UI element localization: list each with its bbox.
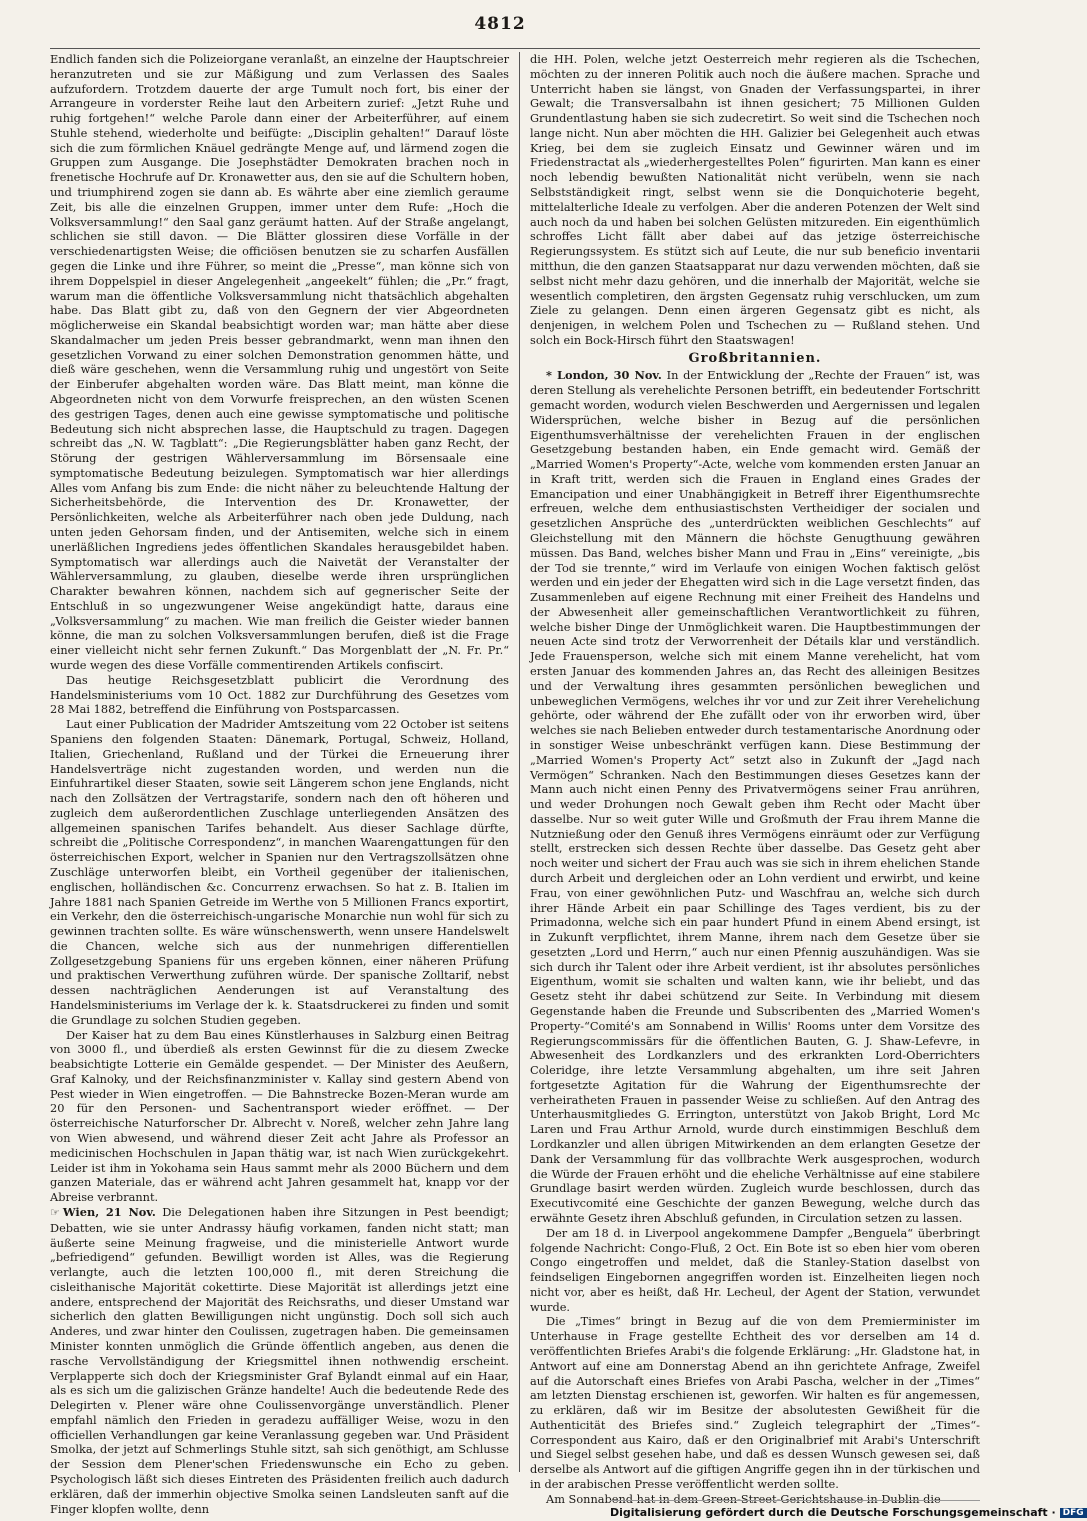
- vienna-dispatch-text: Die Delegationen haben ihre Sitzungen in Pest beendigt; Debatten, wie sie unter Andrassy häufig vorkamen, fanden nicht statt; man äußerte seine Meinung fragweise, und die ministerielle Antwort wurde „befriedigend“ gefunden. Bewilligt worden ist Alles, was die Regierung verlangte, auch die letzten 100,000 fl., mit deren Streichung die cisleithanische Majorität cokettirte. Diese Majorität ist allerdings jetzt eine andere, entsprechend der Majorität des Reichsraths, und dieser Umstand war sicherlich den glatten Bewilligungen nicht ungünstig. Doch soll sich auch Anderes, und zwar hinter den Coulissen, zugetragen haben. Die gemeinsamen Minister konnten unmöglich die Gründe öffentlich angeben, aus denen die rasche Vervollständigung der Kriegsmittel ihnen nothwendig erscheint. Verplapperte sich doch der Kriegsminister Graf Bylandt einmal auf ein Haar, als es sich um die galizischen Gränze handelte! Auch die bedeutende Rede des Delegirten v. Plener wäre ohne Coulissenvorgänge unverständlich. Plener empfahl nämlich den Frieden in geradezu auffälliger Weise, wozu in den officiellen Verhandlungen gar keine Veranlassung gegeben war. Und Präsident Smolka, der jetzt auf Schmerlings Stuhle sitzt, sah sich genöthigt, am Schlusse der Session dem Plener'schen Friedenswunsche ein Echo zu geben. Psychologisch läßt sich dieses Eintreten des Präsidenten freilich auch dadurch erklären, daß der immerhin objective Smolka seinen Landsleuten sanft auf die Finger klopfen wollte, denn: [50, 1204, 509, 1516]
- footer-rule: [610, 1500, 980, 1501]
- digitization-credit-text: Digitalisierung gefördert durch die Deutsche Forschungsgemeinschaft ·: [610, 1506, 1056, 1519]
- left-paragraph: Das heutige Reichsgesetzblatt publicirt die Verordnung des Handelsministeriums vom 10 Oct. 1882 zur Durchführung des Gesetzes vom 28 Mai 1882, betreffend die Einführung von Postsparcassen.: [50, 672, 509, 717]
- vienna-dispatch: [50, 1205, 509, 1516]
- right-paragraph: die HH. Polen, welche jetzt Oesterreich mehr regieren als die Tschechen, möchten zu der inneren Politik auch noch die äußere machen. Sprache und Unterricht haben sie längst, von Gnaden der Verfassungspartei, in ihrer Gewalt; die Transversalbahn ist ihnen gesichert; 75 Millionen Gulden Grundentlastung haben sie sich zudecretirt. So weit sind die Tschechen noch lange nicht. Nun aber möchten die HH. Galizier bei Gelegenheit auch etwas Krieg, bei dem sie zugleich Einsatz und Gewinner wären und im Friedenstractat als „wiederhergestelltes Polen“ figurirten. Man kann es einer noch lebendig bewußten Nationalität nicht verübeln, wenn sie nach Selbstständigkeit ringt, selbst wenn sie die Donquichoterie begeht, mittelalterliche Ideale zu verfolgen. Aber die anderen Potenzen der Welt sind auch noch da und haben bei solchen Gelüsten mitzureden. Ein eigenthümlich schroffes Licht fällt aber dabei auf das jetzige österreichische Regierungssystem. Es stützt sich auf Leute, die nur sub beneficio inventarii mitthun, die den ganzen Staatsapparat nur dazu verwenden möchten, daß sie selbst nicht mehr dazu gehören, und die innerhalb der Majorität, welche sie wesentlich completiren, den ärgsten Gegensatz ruhig verschlucken, um zum Ziele zu gelangen. Denn einen ärgeren Gegensatz gibt es nicht, als denjenigen, in welchem Polen und Tschechen zu — Rußland stehen. Und solch ein Bock-Hirsch führt den Staatswagen!: [530, 52, 980, 347]
- pointing-hand-icon: ☞: [50, 1205, 60, 1219]
- vienna-dateline: Wien, 21 Nov.: [62, 1204, 156, 1219]
- left-paragraph: Endlich fanden sich die Polizeiorgane veranlaßt, an einzelne der Hauptschreier heranzutreten und sie zur Mäßigung und zum Verlassen des Saales aufzufordern. Trotzdem dauerte der arge Tumult noch fort, bis einer der Arrangeure in vorderster Reihe laut den Arbeitern zurief: „Jetzt Ruhe und ruhig fortgehen!“ welche Parole dann einer der Arbeiterführer, auf einem Stuhle stehend, wiederholte und beifügte: „Disciplin gehalten!“ Darauf löste sich die zum förmlichen Knäuel gedrängte Menge auf, und lärmend zogen die Gruppen zum Ausgange. Die Josephstädter Demokraten brachen noch in frenetische Hochrufe auf Dr. Kronawetter aus, den sie auf die Schultern hoben, und triumphirend zogen sie dann ab. Es währte aber eine ziemlich geraume Zeit, bis alle die einzelnen Gruppen, immer unter dem Rufe: „Hoch die Volksversammlung!“ den Saal ganz geräumt hatten. Auf der Straße angelangt, schlichen sie still davon. — Die Blätter glossiren diese Vorfälle in der verschiedenartigsten Weise; die officiösen benutzen sie zu scharfen Ausfällen gegen die Linke und ihre Führer, so meint die „Presse“, man könne sich von ihrem Doppelspiel in dieser Angelegenheit „angeekelt“ fühlen; die „Pr.“ fragt, warum man die öffentliche Volksversammlung nicht thatsächlich abgehalten habe. Das Blatt gibt zu, daß von den Gegnern der vier Abgeordneten möglicherweise ein Skandal beabsichtigt worden war; man hätte aber diese Skandalmacher um jeden Preis besser gebrandmarkt, wenn man ihnen den gesetzlichen Vorwand zu einer solchen Demonstration genommen hätte, und dieß wäre geschehen, wenn die Versammlung ruhig und ungestört von Seite der Einberufer abgehalten worden wäre. Das Blatt meint, man könne die Abgeordneten nicht von dem Vorwurfe freisprechen, an den wüsten Scenen des gestrigen Tages, denen auch eine gewisse symptomatische und politische Bedeutung sich nicht absprechen lasse, die Hauptschuld zu tragen. Dagegen schreibt das „N. W. Tagblatt“: „Die Regierungsblätter haben ganz Recht, der Störung der gestrigen Wählerversammlung im Börsensaale eine symptomatische Bedeutung beizulegen. Symptomatisch war hier allerdings Alles vom Anfang bis zum Ende: die nicht näher zu beleuchtende Haltung der Sicherheitsbehörde, die Intervention des Dr. Kronawetter, der Persönlichkeiten, welche als Arbeiterführer nach oben jede Duldung, nach unten jeden Gehorsam finden, und der Antisemiten, welche sich in einem unerläßlichen Ingrediens jedes öffentlichen Skandales herausgebildet haben. Symptomatisch war allerdings auch die Naivetät der Veranstalter der Wählerversammlung, zu glauben, dieselbe werde ihren ursprünglichen Charakter bewahren können, nachdem sich auf gegnerischer Seite der Entschluß in so ungezwungener Weise angekündigt hatte, daraus eine „Volksversammlung“ zu machen. Wie man freilich die Geister wieder bannen könne, die man zu solchen Volksversammlungen berufen, dieß ist die Frage einer vielleicht nicht sehr fernen Zukunft.“ Das Morgenblatt der „N. Fr. Pr.“ wurde wegen des diese Vorfälle commentirenden Artikels confiscirt.: [50, 52, 509, 673]
- london-dispatch-text: In der Entwicklung der „Rechte der Frauen“ ist, was deren Stellung als verehelichte Personen betrifft, ein bedeutender Fortschritt gemacht worden, wodurch vielen Beschwerden und Aergernissen und legalen Widersprüchen, welche bisher in Bezug auf die persönlichen Eigenthumsverhältnisse der verehelichten Frauen in der englischen Gesetzgebung bestanden haben, ein Ende gemacht wird. Gemäß der „Married Women's Property“-Acte, welche vom kommenden ersten Januar an in Kraft tritt, werden sich die Frauen in England eines Grades der Emancipation und einer Unabhängigkeit in Betreff ihrer Eigenthumsrechte erfreuen, welche dem enthusiastischsten Vertheidiger der socialen und gesetzlichen Ansprüche des „unterdrückten weiblichen Geschlechts“ auf Gleichstellung mit den Männern die höchste Genugthuung gewähren müssen. Das Band, welches bisher Mann und Frau in „Eins“ vereinigte, „bis der Tod sie trennte,“ wird im Verlaufe von einigen Wochen faktisch gelöst werden und ein jeder der Ehegatten wird sich in die Lage versetzt finden, das Zusammenleben auf eigene Rechnung mit einer Freiheit des Handelns und der Abwesenheit aller gemeinschaftlichen Verantwortlichkeit zu führen, welche bisher Dinge der Unmöglichkeit waren. Die Hauptbestimmungen der neuen Acte sind trotz der Verworrenheit der Détails klar und verständlich. Jede Frauensperson, welche sich mit einem Manne verehelicht, hat vom ersten Januar des kommenden Jahres an, das Recht des alleinigen Besitzes und der Verwaltung ihres gesammten persönlichen beweglichen und unbeweglichen Vermögens, welches ihr vor und zur Zeit ihrer Verehelichung gehörte, oder während der Ehe zufällt oder von ihr erworben wird, über welches sie nach Belieben entweder durch testamentarische Anordnung oder in sonstiger Weise unbeschränkt verfügen kann. Diese Bestimmung der „Married Women's Property Act“ setzt also in Zukunft der „Jagd nach Vermögen“ Schranken. Nach den Bestimmungen dieses Gesetzes kann der Mann auch nicht einen Penny des Privatvermögens seiner Frau anrühren, und weder Drohungen noch Gewalt geben ihm Recht oder Macht über dasselbe. Nur so weit guter Wille und Großmuth der Frau ihrem Manne die Nutznießung oder den Genuß ihres Vermögens einräumt oder zur Verfügung stellt, erstrecken sich dessen Rechte über dasselbe. Das Gesetz geht aber noch weiter und sichert der Frau auch was sie sich in ihrem ehelichen Stande durch Arbeit und dergleichen oder an Lohn verdient und erwirbt, und keine Frau, von einer gewöhnlichen Putz- und Waschfrau an, welche sich durch ihrer Hände Arbeit ein paar Schillinge des Tages verdient, bis zu der Primadonna, welche sich ein paar hundert Pfund in einem Abend ersingt, ist in Zukunft verpflichtet, ihrem Manne, ihrem nach dem Gesetze über sie gesetzten „Lord und Herrn,“ auch nur einen Pfennig auszuhändigen. Was sie sich durch ihr Talent oder ihre Arbeit verdient, ist ihr absolutes persönliches Eigenthum, womit sie schalten und walten kann, wie ihr beliebt, und das Gesetz steht ihr dabei schützend zur Seite. In Verbindung mit diesem Gegenstande haben die Freunde und Subscribenten des „Married Women's Property-“Comité's am Sonnabend in Willis' Rooms unter dem Vorsitze des Regierungscommissärs für die öffentlichen Bauten, G. J. Shaw-Lefevre, in Abwesenheit des Lordkanzlers und des erkrankten Lord-Oberrichters Coleridge, ihre letzte Versammlung abgehalten, um ihre seit Jahren fortgesetzte Agitation für die Wahrung der Eigenthumsrechte der verheiratheten Frauen in passender Weise zu schließen. Auf den Antrag des Unterhausmitgliedes G. Errington, unterstützt von Jakob Bright, Lord Mc Laren und Frau Arthur Arnold, wurde durch einstimmigen Beschluß dem Lordkanzler und allen übrigen Mitwirkenden an dem erlangten Gesetze der Dank der Versammlung für das vollbrachte Werk ausgesprochen, wodurch die Würde der Frauen erhöht und die eheliche Verhältnisse auf eine stabilere Grundlage basirt werden würden. Zugleich wurde beschlossen, durch das Executivcomité eine Geschichte der ganzen Bewegung, welche durch das erwähnte Gesetz ihren Abschluß gefunden, in Circulation setzen zu lassen.: [530, 368, 980, 1225]
- digitization-credit: [610, 1506, 1084, 1519]
- header-rule: [50, 48, 980, 49]
- section-heading-great-britain: Großbritannien.: [688, 350, 822, 366]
- dfg-logo: DFG: [1060, 1508, 1087, 1518]
- right-paragraph: Der am 18 d. in Liverpool angekommene Dampfer „Benguela“ überbringt folgende Nachricht: Congo-Fluß, 2 Oct. Ein Bote ist so eben hier vom oberen Congo eingetroffen und meldet, daß die Stanley-Station daselbst von feindseligen Eingebornen angegriffen worden ist. Einzelheiten liegen noch nicht vor, aber es heißt, daß Hr. Lecheul, der Agent der Station, verwundet wurde.: [530, 1225, 980, 1314]
- left-column: [50, 52, 520, 1516]
- right-column: [520, 52, 980, 1506]
- london-dispatch: [530, 368, 980, 1225]
- left-paragraph: Der Kaiser hat zu dem Bau eines Künstlerhauses in Salzburg einen Beitrag von 3000 fl., und überdieß als ersten Gewinnst für die zu diesem Zwecke beabsichtigte Lotterie ein Gemälde gespendet. — Der Minister des Aeußern, Graf Kalnoky, und der Reichsfinanzminister v. Kallay sind gestern Abend von Pest wieder in Wien eingetroffen. — Die Bahnstrecke Bozen-Meran wurde am 20 für den Personen- und Sachentransport wieder eröffnet. — Der österreichische Naturforscher Dr. Albrecht v. Noreß, welcher zehn Jahre lang von Wien abwesend, und während dieser Zeit acht Jahre als Professor an medicinischen Hochschulen in Japan thätig war, ist nach Wien zurückgekehrt. Leider ist ihm in Yokohama sein Haus sammt mehr als 2000 Büchern und dem ganzen Materiale, das er während acht Jahren gesammelt hat, knapp vor der Abreise verbrannt.: [50, 1027, 509, 1205]
- right-paragraph: Die „Times“ bringt in Bezug auf die von dem Premierminister im Unterhause in Frage gestellte Echtheit des vor derselben am 14 d. veröffentlichten Briefes Arabi's die folgende Erklärung: „Hr. Gladstone hat, in Antwort auf eine am Donnerstag Abend an ihn gerichtete Anfrage, Zweifel auf die Autorschaft eines Briefes von Arabi Pascha, welcher in der „Times“ am letzten Dienstag erschienen ist, geworfen. Wir halten es für angemessen, zu erklären, daß wir im Besitze der absolutesten Gewißheit für die Authenticität des Briefes sind.“ Zugleich telegraphirt der „Times“-Correspondent aus Kairo, daß er den Originalbrief mit Arabi's Unterschrift und Siegel selbst gesehen habe, und daß es dessen Wunsch gewesen sei, daß derselbe als Antwort auf die giftigen Angriffe gegen ihn in der türkischen und in der arabischen Presse veröffentlicht werden sollte.: [530, 1314, 980, 1491]
- london-dateline: * London, 30 Nov.: [546, 368, 662, 383]
- left-paragraph: Laut einer Publication der Madrider Amtszeitung vom 22 October ist seitens Spaniens den folgenden Staaten: Dänemark, Portugal, Schweiz, Holland, Italien, Griechenland, Rußland und der Türkei die Erneuerung ihrer Handelsverträge nicht zugestanden worden, und werden nun die Einfuhrartikel dieser Staaten, sowie seit Längerem schon jene Englands, nicht nach den Zollsätzen der Vertragstarife, sondern nach den oft höheren und zugleich dem außerordentlichen Zuschlage unterliegenden Ansätzen des allgemeinen spanischen Tarifes behandelt. Aus dieser Sachlage dürfte, schreibt die „Politische Correspondenz“, in manchen Waarengattungen für den österreichischen Export, welcher in Spanien nur den Vertragszollsätzen ohne Zuschläge unterworfen bleibt, ein Vortheil gegenüber der italienischen, englischen, holländischen &c. Concurrenz erwachsen. So hat z. B. Italien im Jahre 1881 nach Spanien Getreide im Werthe von 5 Millionen Francs exportirt, ein Verkehr, den die österreichisch-ungarische Monarchie nun wohl für sich zu gewinnen trachten sollte. Es wäre wünschenswerth, wenn unsere Handelswelt die Chancen, welche sich aus der nunmehrigen differentiellen Zollgesetzgebung Spaniens für uns ergeben können, einer näheren Prüfung und praktischen Verwerthung zuführen würde. Der spanische Zolltarif, nebst dessen nachträglichen Aenderungen ist auf Veranstaltung des Handelsministeriums im Verlage der k. k. Staatsdruckerei zu finden und somit die Grundlage zu solchen Studien gegeben.: [50, 717, 509, 1027]
- right-paragraph: Am Sonnabend hat in dem Green-Street-Gerichtshause in Dublin die: [546, 1491, 941, 1506]
- page-number: 4812: [474, 14, 526, 34]
